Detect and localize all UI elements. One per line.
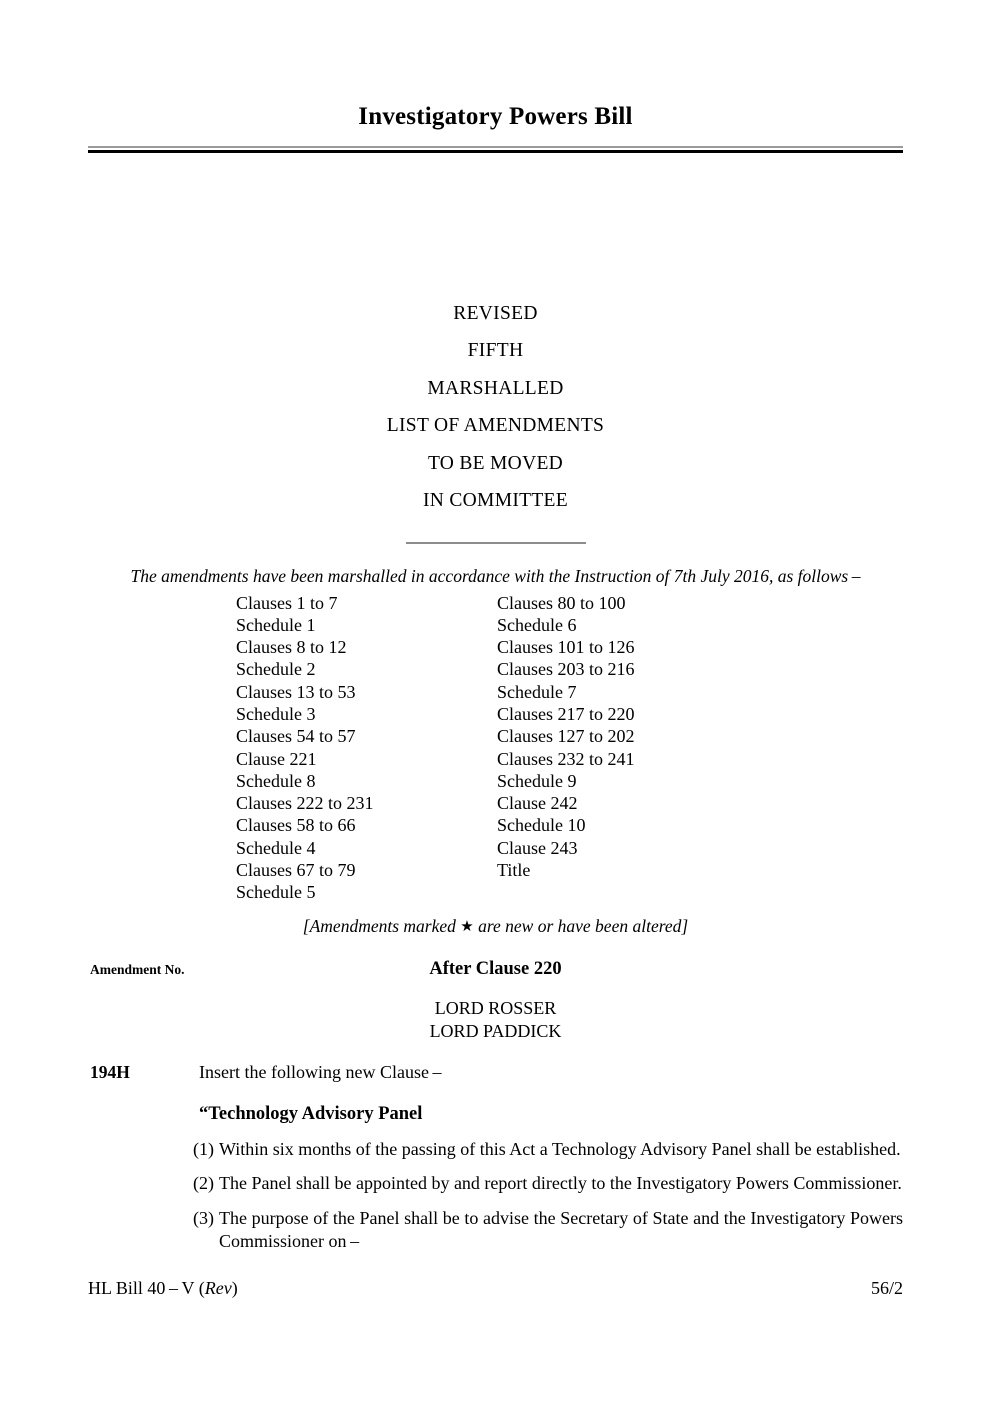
list-item: Clauses 1 to 7 xyxy=(236,592,338,613)
list-item: Schedule 6 xyxy=(497,614,577,635)
list-item: Clauses 54 to 57 xyxy=(236,726,356,747)
subparagraph-number: (3) xyxy=(193,1207,214,1228)
list-item: Clauses 203 to 216 xyxy=(497,659,635,680)
list-item: Schedule 9 xyxy=(497,770,577,791)
subparagraph xyxy=(193,1138,903,1162)
bill-reference-text: HL Bill 40 – V ( xyxy=(88,1278,205,1298)
amendment-number: 194H xyxy=(90,1061,130,1082)
marshalling-note: The amendments have been marshalled in accordance with the Instruction of 7th July 2016, as follows – xyxy=(130,565,861,586)
subparagraph-number: (1) xyxy=(193,1138,214,1159)
bill-reference-close: ) xyxy=(231,1278,238,1298)
list-item: Clauses 67 to 79 xyxy=(236,860,356,881)
heading-line-in-committee: IN COMMITTEE xyxy=(423,490,568,511)
amendment-lead-in: Insert the following new Clause – xyxy=(199,1061,442,1082)
amendment-subparagraphs xyxy=(0,1138,991,1254)
bill-reference xyxy=(88,1278,238,1299)
heading-line-fifth: FIFTH xyxy=(467,340,524,361)
amendment-no-column-label: Amendment No. xyxy=(90,961,185,977)
amendment-body xyxy=(0,1062,991,1254)
title-rule-thin xyxy=(88,146,903,148)
list-item: Schedule 8 xyxy=(236,770,316,791)
list-item: Schedule 10 xyxy=(497,815,586,836)
list-item: Schedule 4 xyxy=(236,837,316,858)
heading-line-marshalled: MARSHALLED xyxy=(427,377,564,399)
list-item: Schedule 5 xyxy=(236,882,316,903)
masthead xyxy=(0,0,991,153)
list-item: Clauses 80 to 100 xyxy=(497,592,626,613)
section-divider xyxy=(406,542,586,544)
list-item: Schedule 7 xyxy=(497,681,577,702)
star-icon: ★ xyxy=(460,918,474,935)
list-item: Clauses 13 to 53 xyxy=(236,681,356,702)
sponsor-name: LORD PADDICK xyxy=(429,1020,562,1041)
subparagraph-number: (2) xyxy=(193,1173,214,1193)
subparagraph-text: The purpose of the Panel shall be to advise the Secretary of State and the Investigatory Powers Commissioner on – xyxy=(219,1207,903,1251)
title-rule xyxy=(88,146,903,153)
starred-amendments-note xyxy=(0,916,991,937)
bill-reference-rev: Rev xyxy=(204,1278,232,1298)
list-item: Clause 243 xyxy=(497,837,578,858)
amendment-section-header xyxy=(0,959,991,1043)
title-rule-thick xyxy=(88,150,903,153)
page-title: Investigatory Powers Bill xyxy=(358,103,633,130)
heading-stack xyxy=(0,295,991,544)
list-item: Clause 242 xyxy=(497,793,578,814)
list-item: Schedule 1 xyxy=(236,614,316,635)
subparagraph-text: Within six months of the passing of this Act a Technology Advisory Panel shall be established. xyxy=(219,1138,901,1159)
marshalling-list xyxy=(0,592,991,903)
heading-line-to-be-moved: TO BE MOVED xyxy=(427,452,564,474)
list-item: Schedule 2 xyxy=(236,659,316,680)
list-item: Clauses 127 to 202 xyxy=(497,726,635,747)
marshalling-list-left-column xyxy=(236,592,374,904)
marshalling-list-right-column xyxy=(497,592,635,882)
subparagraph xyxy=(193,1207,903,1254)
subparagraph-text: The Panel shall be appointed by and report directly to the Investigatory Powers Commissioner. xyxy=(219,1173,902,1193)
list-item: Clauses 232 to 241 xyxy=(497,748,635,769)
starred-note-suffix: are new or have been altered] xyxy=(473,915,689,936)
list-item: Clause 221 xyxy=(236,748,317,769)
list-item: Clauses 101 to 126 xyxy=(497,637,635,658)
list-item: Title xyxy=(497,860,531,881)
list-item: Clauses 217 to 220 xyxy=(497,703,635,724)
list-item: Clauses 58 to 66 xyxy=(236,815,356,836)
subparagraph xyxy=(193,1172,903,1196)
page-footer xyxy=(88,1278,903,1299)
clause-heading: After Clause 220 xyxy=(429,958,562,979)
heading-line-revised: REVISED xyxy=(453,302,538,324)
sponsor-name: LORD ROSSER xyxy=(434,997,557,1018)
starred-note-prefix: [Amendments marked xyxy=(302,915,461,936)
sponsor-list xyxy=(0,997,991,1043)
list-item: Clauses 222 to 231 xyxy=(236,793,374,814)
new-clause-title: “Technology Advisory Panel xyxy=(199,1103,423,1124)
list-item: Clauses 8 to 12 xyxy=(236,637,347,658)
list-item: Schedule 3 xyxy=(236,703,316,724)
page-number: 56/2 xyxy=(870,1278,903,1298)
heading-line-list-of-amendments: LIST OF AMENDMENTS xyxy=(386,415,605,436)
